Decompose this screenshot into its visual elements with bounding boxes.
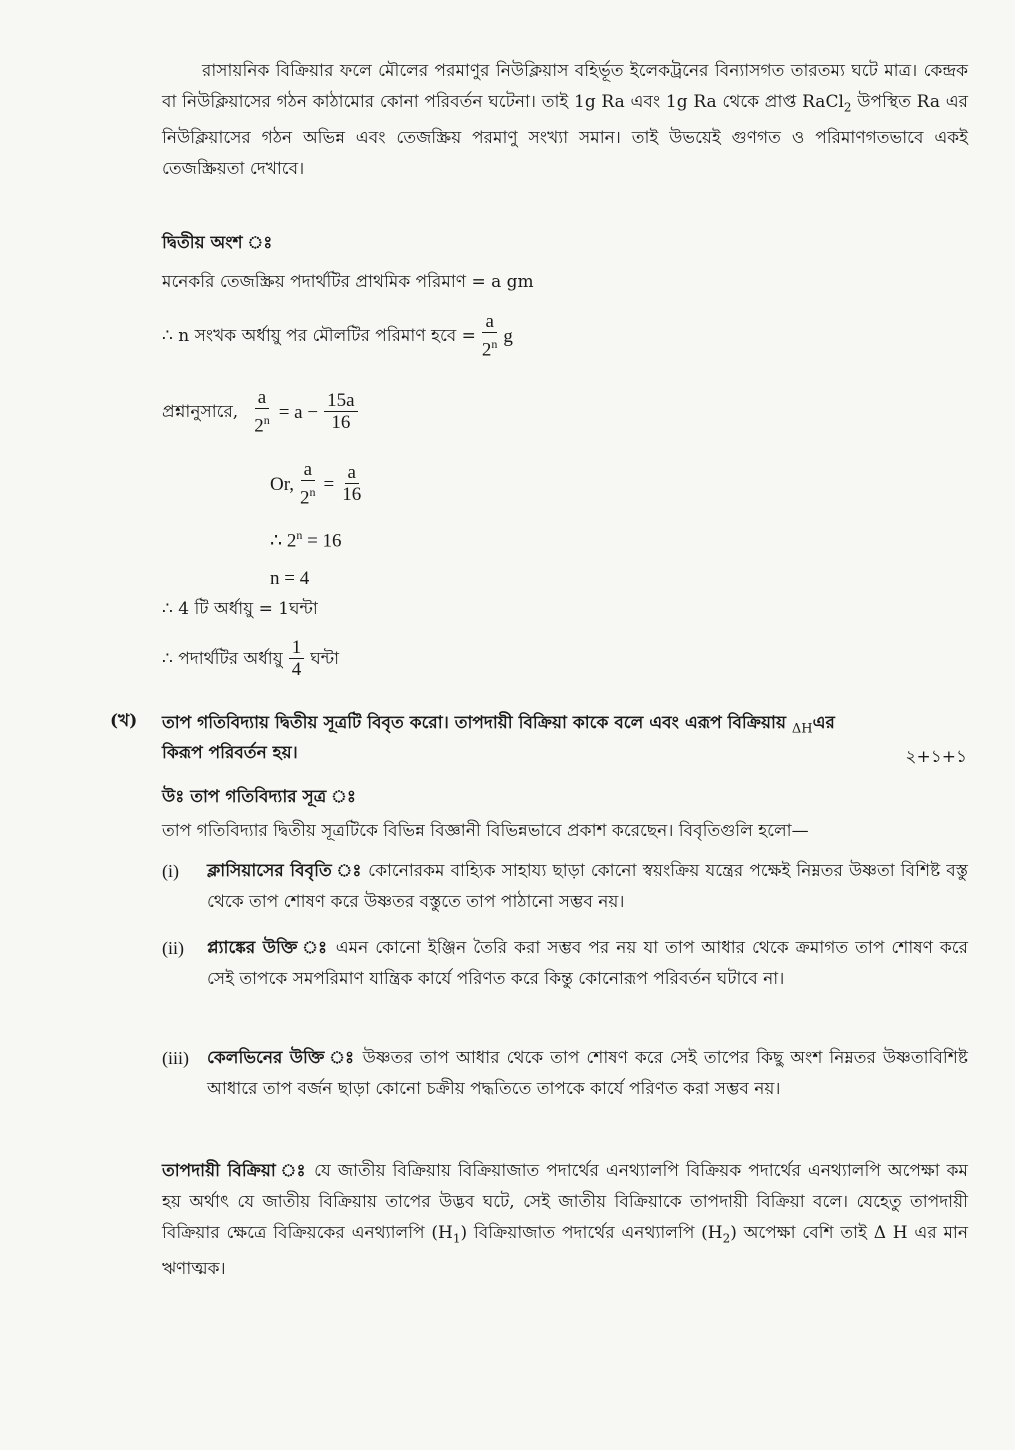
statement-title: প্ল্যাঙ্কের উক্তি ঃ — [207, 938, 329, 958]
remaining-amount-line — [162, 312, 513, 361]
answer-intro: তাপ গতিবিদ্যার দ্বিতীয় সূত্রটিকে বিভিন্ন বিজ্ঞানী বিভিন্নভাবে প্রকাশ করেছেন। বিবৃতিগুলি হলো— — [162, 821, 809, 841]
according-label: প্রশ্নানুসারে, — [162, 401, 239, 422]
intro-paragraph — [162, 56, 968, 185]
halflife-line — [162, 638, 339, 681]
halflife-prefix: ∴ পদার্থটির অর্ধায়ু — [162, 648, 283, 669]
unit-g: g — [503, 325, 513, 347]
delta-h: ΔH — [791, 721, 813, 737]
eq1-lhs-fraction: $\frac{a}{2^n}$ — [254, 387, 270, 437]
part2-heading: দ্বিতীয় অংশ ঃ — [162, 233, 273, 253]
statement-num: (iii) — [162, 1048, 189, 1068]
eq1-rhs-a: = a − — [278, 401, 319, 423]
statement-title: ক্লাসিয়াসের বিবৃতি ঃ — [207, 861, 363, 881]
amount-fraction — [479, 312, 501, 361]
statement-num: (ii) — [162, 938, 184, 958]
intro-text-1: রাসায়নিক বিক্রিয়ার ফলে মৌলের পরমাণুর নিউক্লিয়াস বহির্ভূত ইলেকট্রনের বিন্যাসগত তারতম্য ঘটে মাত্র। কেন্দ্রক বা নিউক্লিয়াসের গঠন কাঠামোর কোনা পরিবর্তন ঘটেনা। তাই 1g Ra এবং 1g Ra থেকে প্রাপ্ত RaCl — [162, 61, 968, 112]
eq2-lhs-fraction: $\frac{a}{2^n}$ — [300, 459, 316, 509]
four-halflives-line: ∴ 4 টি অর্ধায়ু = 1ঘন্টা — [162, 599, 318, 619]
statement-num: (i) — [162, 861, 179, 881]
equation-4: n = 4 — [270, 568, 310, 589]
equation-2: Or, $\frac{a}{2^n}$ = $\frac{a}{16}$ — [270, 460, 367, 509]
exothermic-title: তাপদায়ী বিক্রিয়া ঃ — [162, 1161, 308, 1181]
halflife-fraction: $\frac{1}{4}$ — [289, 638, 305, 681]
remaining-amount-prefix: ∴ n সংখক অর্ধায়ু পর মৌলটির পরিমাণ হবে = — [162, 325, 476, 346]
or-label: Or, — [270, 473, 295, 495]
amount-fraction-num: a — [482, 312, 496, 333]
statement-kelvin: (iii) কেলভিনের উক্তি ঃ উষ্ণতর তাপ আধার থেকে তাপ শোষণ করে সেই তাপের কিছু অংশ নিম্নতর উষ্ণতাবিশিষ্ট আধারে তাপ বর্জন ছাড়া কোনো চক্রীয় পদ্ধতিতে তাপকে কার্যে পরিণত করা সম্ভব নয়। — [162, 1043, 968, 1105]
question-label: (খ) — [110, 711, 138, 731]
eq2-rhs-fraction: $\frac{a}{16}$ — [342, 462, 362, 506]
halflife-unit: ঘন্টা — [310, 648, 340, 669]
answer-heading: উঃ তাপ গতিবিদ্যার সূত্র ঃ — [162, 787, 356, 807]
statement-planck: (ii) প্ল্যাঙ্কের উক্তি ঃ এমন কোনো ইঞ্জিন তৈরি করা সম্ভব পর নয় যা তাপ আধার থেকে ক্রমাগত তাপ শোষণ করে সেই তাপকে সমপরিমাণ যান্ত্রিক কার্যে পরিণত করে কিন্তু কোনোরূপ পরিবর্তন ঘটাবে না। — [162, 933, 968, 995]
intro-text-2: উপস্থিত Ra এর নিউক্লিয়াসের গঠন অভিন্ন এবং তেজস্ক্রিয় পরমাণু সংখ্যা সমান। তাই উভয়েই গুণগত ও পরিমাণগতভাবে একই তেজস্ক্রিয়তা দেখাবে। — [162, 92, 968, 180]
question-text: তাপ গতিবিদ্যায় দ্বিতীয় সূত্রটি বিবৃত করো। তাপদায়ী বিক্রিয়া কাকে বলে এবং এরূপ বিক্রিয়ায় $_{\Delta H}$এর — [162, 713, 835, 737]
statement-clausius: (i) ক্লাসিয়াসের বিবৃতি ঃ কোনোরকম বাহ্যিক সাহায্য ছাড়া কোনো স্বয়ংক্রিয় যন্ত্রের পক্ষেই নিম্নতর উষ্ণতা বিশিষ্ট বস্তু থেকে তাপ শোষণ করে উষ্ণতর বস্তুতে তাপ পাঠানো সম্ভব নয়। — [162, 856, 968, 918]
question-line-2: কিরূপ পরিবর্তন হয়। — [162, 743, 298, 763]
question-marks: ২+১+১ — [905, 747, 967, 767]
exothermic-paragraph: তাপদায়ী বিক্রিয়া ঃ যে জাতীয় বিক্রিয়ায় বিক্রিয়াজাত পদার্থের এনথ্যালপি বিক্রিয়ক পদার্থের এনথ্যালপি অপেক্ষা কম হয় অর্থাৎ যে জাতীয় বিক্রিয়ায় তাপের উদ্ভব ঘটে, সেই জাতীয় বিক্রিয়াকে তাপদায়ী বিক্রিয়া বলে। যেহেতু তাপদায়ী বিক্রিয়ার ক্ষেত্রে বিক্রিয়কের এনথ্যালপি $(H_1)$ বিক্রিয়াজাত পদার্থের এনথ্যালপি $(H_2)$ অপেক্ষা বেশি তাই Δ H এর মান ঋণাত্মক। — [162, 1161, 969, 1280]
equation-1 — [162, 388, 361, 437]
assume-line: মনেকরি তেজস্ক্রিয় পদার্থটির প্রাথমিক পরিমাণ = a gm — [162, 272, 534, 292]
statement-title: কেলভিনের উক্তি ঃ — [207, 1048, 356, 1068]
equation-3: ∴ $2^n = 16$ — [270, 528, 342, 552]
amount-fraction-den: 2$^n$ — [481, 337, 498, 361]
eq1-rhs-fraction: $\frac{15a}{16}$ — [324, 391, 357, 434]
intro-subscript: 2 — [843, 100, 852, 115]
